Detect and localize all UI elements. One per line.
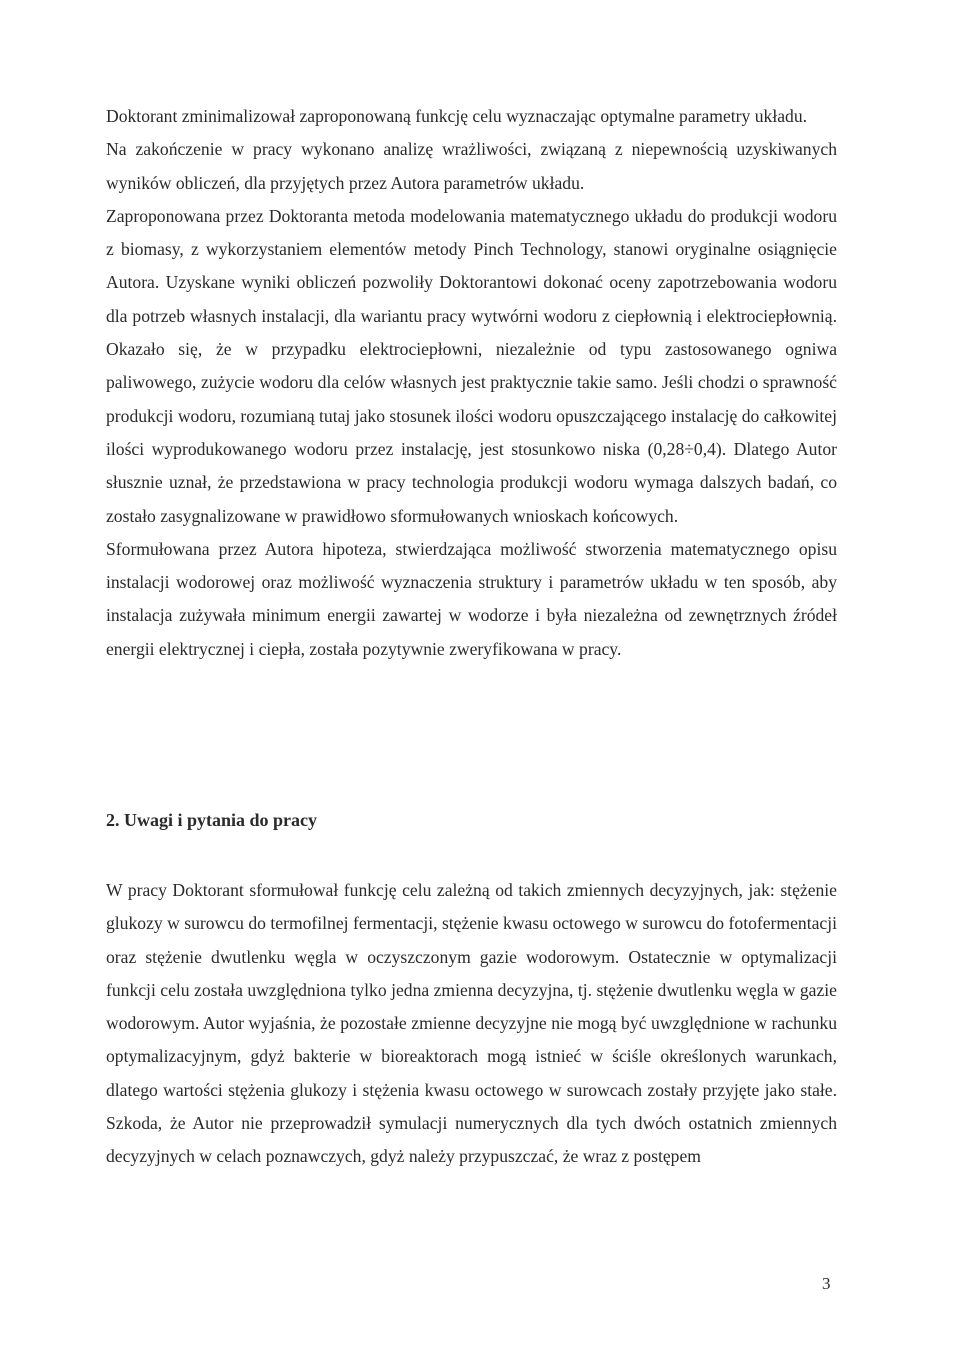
paragraph: Sformułowana przez Autora hipoteza, stwierdzająca możliwość stworzenia matematycznego opisu instalacji wodorowej oraz możliwość wyznaczenia struktury i parametrów układu w ten sposób, aby instalacja zużywała minimum energii zawartej w wodorze i była niezależna od zewnętrznych źródeł energii elektrycznej i ciepła, została pozytywnie zweryfikowana w pracy. — [106, 538, 837, 659]
section-1-body — [106, 100, 837, 666]
paragraph: W pracy Doktorant sformułował funkcję celu zależną od takich zmiennych decyzyjnych, jak: stężenie glukozy w surowcu do termofilnej fermentacji, stężenie kwasu octowego w surowcu do fotofermentacji oraz stężenie dwutlenku węgla w oczyszczonym gazie wodorowym. Ostatecznie w optymalizacji funkcji celu została uwzględniona tylko jedna zmienna decyzyjna, tj. stężenie dwutlenku węgla w gazie wodorowym. Autor wyjaśnia, że pozostałe zmienne decyzyjne nie mogą być uwzględnione w rachunku optymalizacyjnym, gdyż bakterie w bioreaktorach mogą istnieć w ściśle określonych warunkach, dlatego wartości stężenia glukozy i stężenia kwasu octowego w surowcach zostały przyjęte jako stałe. Szkoda, że Autor nie przeprowadził symulacji numerycznych dla tych dwóch ostatnich zmiennych decyzyjnych w celach poznawczych, gdyż należy przypuszczać, że wraz z postępem — [106, 880, 837, 1167]
section-2-body — [106, 874, 837, 1174]
paragraph: Zaproponowana przez Doktoranta metoda modelowania matematycznego układu do produkcji wodoru z biomasy, z wykorzystaniem elementów metody Pinch Technology, stanowi oryginalne osiągnięcie Autora. Uzyskane wyniki obliczeń pozwoliły Doktorantowi dokonać oceny zapotrzebowania wodoru dla potrzeb własnych instalacji, dla wariantu pracy wytwórni wodoru z ciepłownią i elektrociepłownią. Okazało się, że w przypadku elektrociepłowni, niezależnie od typu zastosowanego ogniwa paliwowego, zużycie wodoru dla celów własnych jest praktycznie takie samo. Jeśli chodzi o sprawność produkcji wodoru, rozumianą tutaj jako stosunek ilości wodoru opuszczającego instalację do całkowitej ilości wyprodukowanego wodoru przez instalację, jest stosunkowo niska (0,28÷0,4). Dlatego Autor słusznie uznał, że przedstawiona w pracy technologia produkcji wodoru wymaga dalszych badań, co zostało zasygnalizowane w prawidłowo sformułowanych wnioskach końcowych. — [106, 205, 837, 526]
page-number: 3 — [822, 1274, 831, 1293]
paragraph: Doktorant zminimalizował zaproponowaną funkcję celu wyznaczając optymalne parametry układu. — [106, 106, 808, 126]
paragraph: Na zakończenie w pracy wykonano analizę wrażliwości, związaną z niepewnością uzyskiwanych wyników obliczeń, dla przyjętych przez Autora parametrów układu. — [106, 139, 837, 193]
section-heading: 2. Uwagi i pytania do pracy — [106, 810, 318, 830]
